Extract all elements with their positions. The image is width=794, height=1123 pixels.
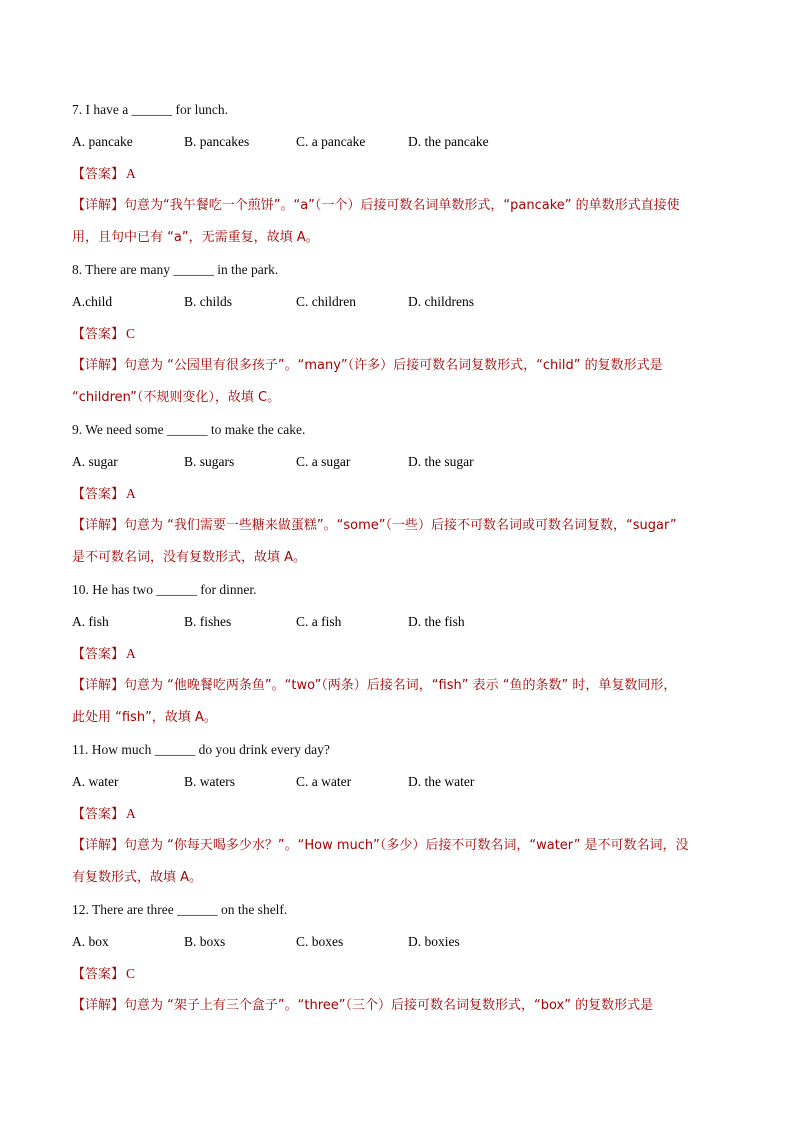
question-block: [72, 577, 722, 737]
option-b: B. waters: [184, 774, 235, 789]
explanation-line: [72, 193, 722, 225]
answer-tag: 【答案】: [72, 487, 125, 502]
explanation-line: [72, 385, 722, 417]
option-a: A. sugar: [72, 454, 118, 469]
explanation-text: 此处用 “fish”，故填 A。: [72, 710, 217, 725]
explanation-line: [72, 225, 722, 257]
explanation-text: 句意为 “架子上有三个盒子”。“three”（三个）后接可数名词复数形式，“box” 的复数形式是: [124, 998, 654, 1013]
answer-line: [72, 961, 722, 993]
answer-line: [72, 161, 722, 193]
option-a: A.child: [72, 294, 113, 309]
option-a: A. water: [72, 774, 119, 789]
option-d: D. childrens: [408, 294, 474, 309]
answer-line: [72, 641, 722, 673]
question-stem: 11. How much ______ do you drink every day?: [72, 742, 330, 757]
option-c: C. a fish: [296, 614, 342, 629]
option-c: C. a sugar: [296, 454, 351, 469]
option-c: C. a water: [296, 774, 352, 789]
answer-value: A: [126, 486, 136, 501]
option-a: A. pancake: [72, 134, 133, 149]
option-d: D. the fish: [408, 614, 465, 629]
option-b: B. childs: [184, 294, 233, 309]
explanation-line: [72, 833, 722, 865]
option-b: B. fishes: [184, 614, 232, 629]
question-block: [72, 97, 722, 257]
answer-tag: 【答案】: [72, 807, 125, 822]
option-c: C. a pancake: [296, 134, 366, 149]
explanation-text: 句意为 “他晚餐吃两条鱼”。“two”（两条）后接名词，“fish” 表示 “鱼的条数” 时，单复数同形，: [124, 678, 677, 693]
explanation-text: 句意为“我午餐吃一个煎饼”。“a”（一个）后接可数名词单数形式，“pancake” 的单数形式直接使: [124, 198, 680, 213]
question-block: [72, 737, 722, 897]
option-d: D. the pancake: [408, 134, 489, 149]
answer-line: [72, 481, 722, 513]
option-d: D. the water: [408, 774, 475, 789]
explanation-line: [72, 353, 722, 385]
explanation-tag: 【详解】: [72, 518, 125, 533]
answer-tag: 【答案】: [72, 327, 125, 342]
option-b: B. boxs: [184, 934, 226, 949]
answer-tag: 【答案】: [72, 647, 125, 662]
options-row: [72, 129, 722, 161]
explanation-line: [72, 865, 722, 897]
worksheet-page: [72, 97, 722, 1025]
options-row: [72, 449, 722, 481]
option-d: D. the sugar: [408, 454, 474, 469]
option-b: B. pancakes: [184, 134, 250, 149]
explanation-line: [72, 993, 722, 1025]
question-stem: 7. I have a ______ for lunch.: [72, 102, 228, 117]
explanation-text: 句意为 “你每天喝多少水？”。“How much”（多少）后接不可数名词，“water” 是不可数名词，没: [124, 838, 689, 853]
explanation-text: 用，且句中已有 “a”，无需重复，故填 A。: [72, 230, 319, 245]
explanation-text: 句意为 “公园里有很多孩子”。“many”（许多）后接可数名词复数形式，“child” 的复数形式是: [124, 358, 663, 373]
question-stem: 12. There are three ______ on the shelf.: [72, 902, 288, 917]
options-row: [72, 289, 722, 321]
explanation-text: 句意为 “我们需要一些糖来做蛋糕”。“some”（一些）后接不可数名词或可数名词复数，“sugar”: [124, 518, 677, 533]
options-row: [72, 609, 722, 641]
explanation-text: 有复数形式，故填 A。: [72, 870, 203, 885]
explanation-line: [72, 705, 722, 737]
answer-tag: 【答案】: [72, 967, 125, 982]
answer-line: [72, 801, 722, 833]
explanation-line: [72, 673, 722, 705]
question-block: [72, 417, 722, 577]
explanation-tag: 【详解】: [72, 198, 125, 213]
answer-tag: 【答案】: [72, 167, 125, 182]
answer-value: C: [126, 966, 136, 981]
option-a: A. box: [72, 934, 109, 949]
option-d: D. boxies: [408, 934, 460, 949]
answer-value: A: [126, 646, 136, 661]
options-row: [72, 769, 722, 801]
question-block: [72, 897, 722, 1025]
question-stem: 10. He has two ______ for dinner.: [72, 582, 257, 597]
explanation-tag: 【详解】: [72, 358, 125, 373]
explanation-line: [72, 545, 722, 577]
option-c: C. children: [296, 294, 356, 309]
question-block: [72, 257, 722, 417]
option-a: A. fish: [72, 614, 109, 629]
explanation-text: 是不可数名词，没有复数形式，故填 A。: [72, 550, 307, 565]
option-c: C. boxes: [296, 934, 344, 949]
options-row: [72, 929, 722, 961]
explanation-line: [72, 513, 722, 545]
answer-value: C: [126, 326, 136, 341]
explanation-tag: 【详解】: [72, 998, 125, 1013]
answer-value: A: [126, 166, 136, 181]
question-stem: 8. There are many ______ in the park.: [72, 262, 279, 277]
explanation-text: “children”（不规则变化），故填 C。: [72, 390, 281, 405]
answer-value: A: [126, 806, 136, 821]
explanation-tag: 【详解】: [72, 678, 125, 693]
explanation-tag: 【详解】: [72, 838, 125, 853]
answer-line: [72, 321, 722, 353]
question-stem: 9. We need some ______ to make the cake.: [72, 422, 306, 437]
option-b: B. sugars: [184, 454, 235, 469]
